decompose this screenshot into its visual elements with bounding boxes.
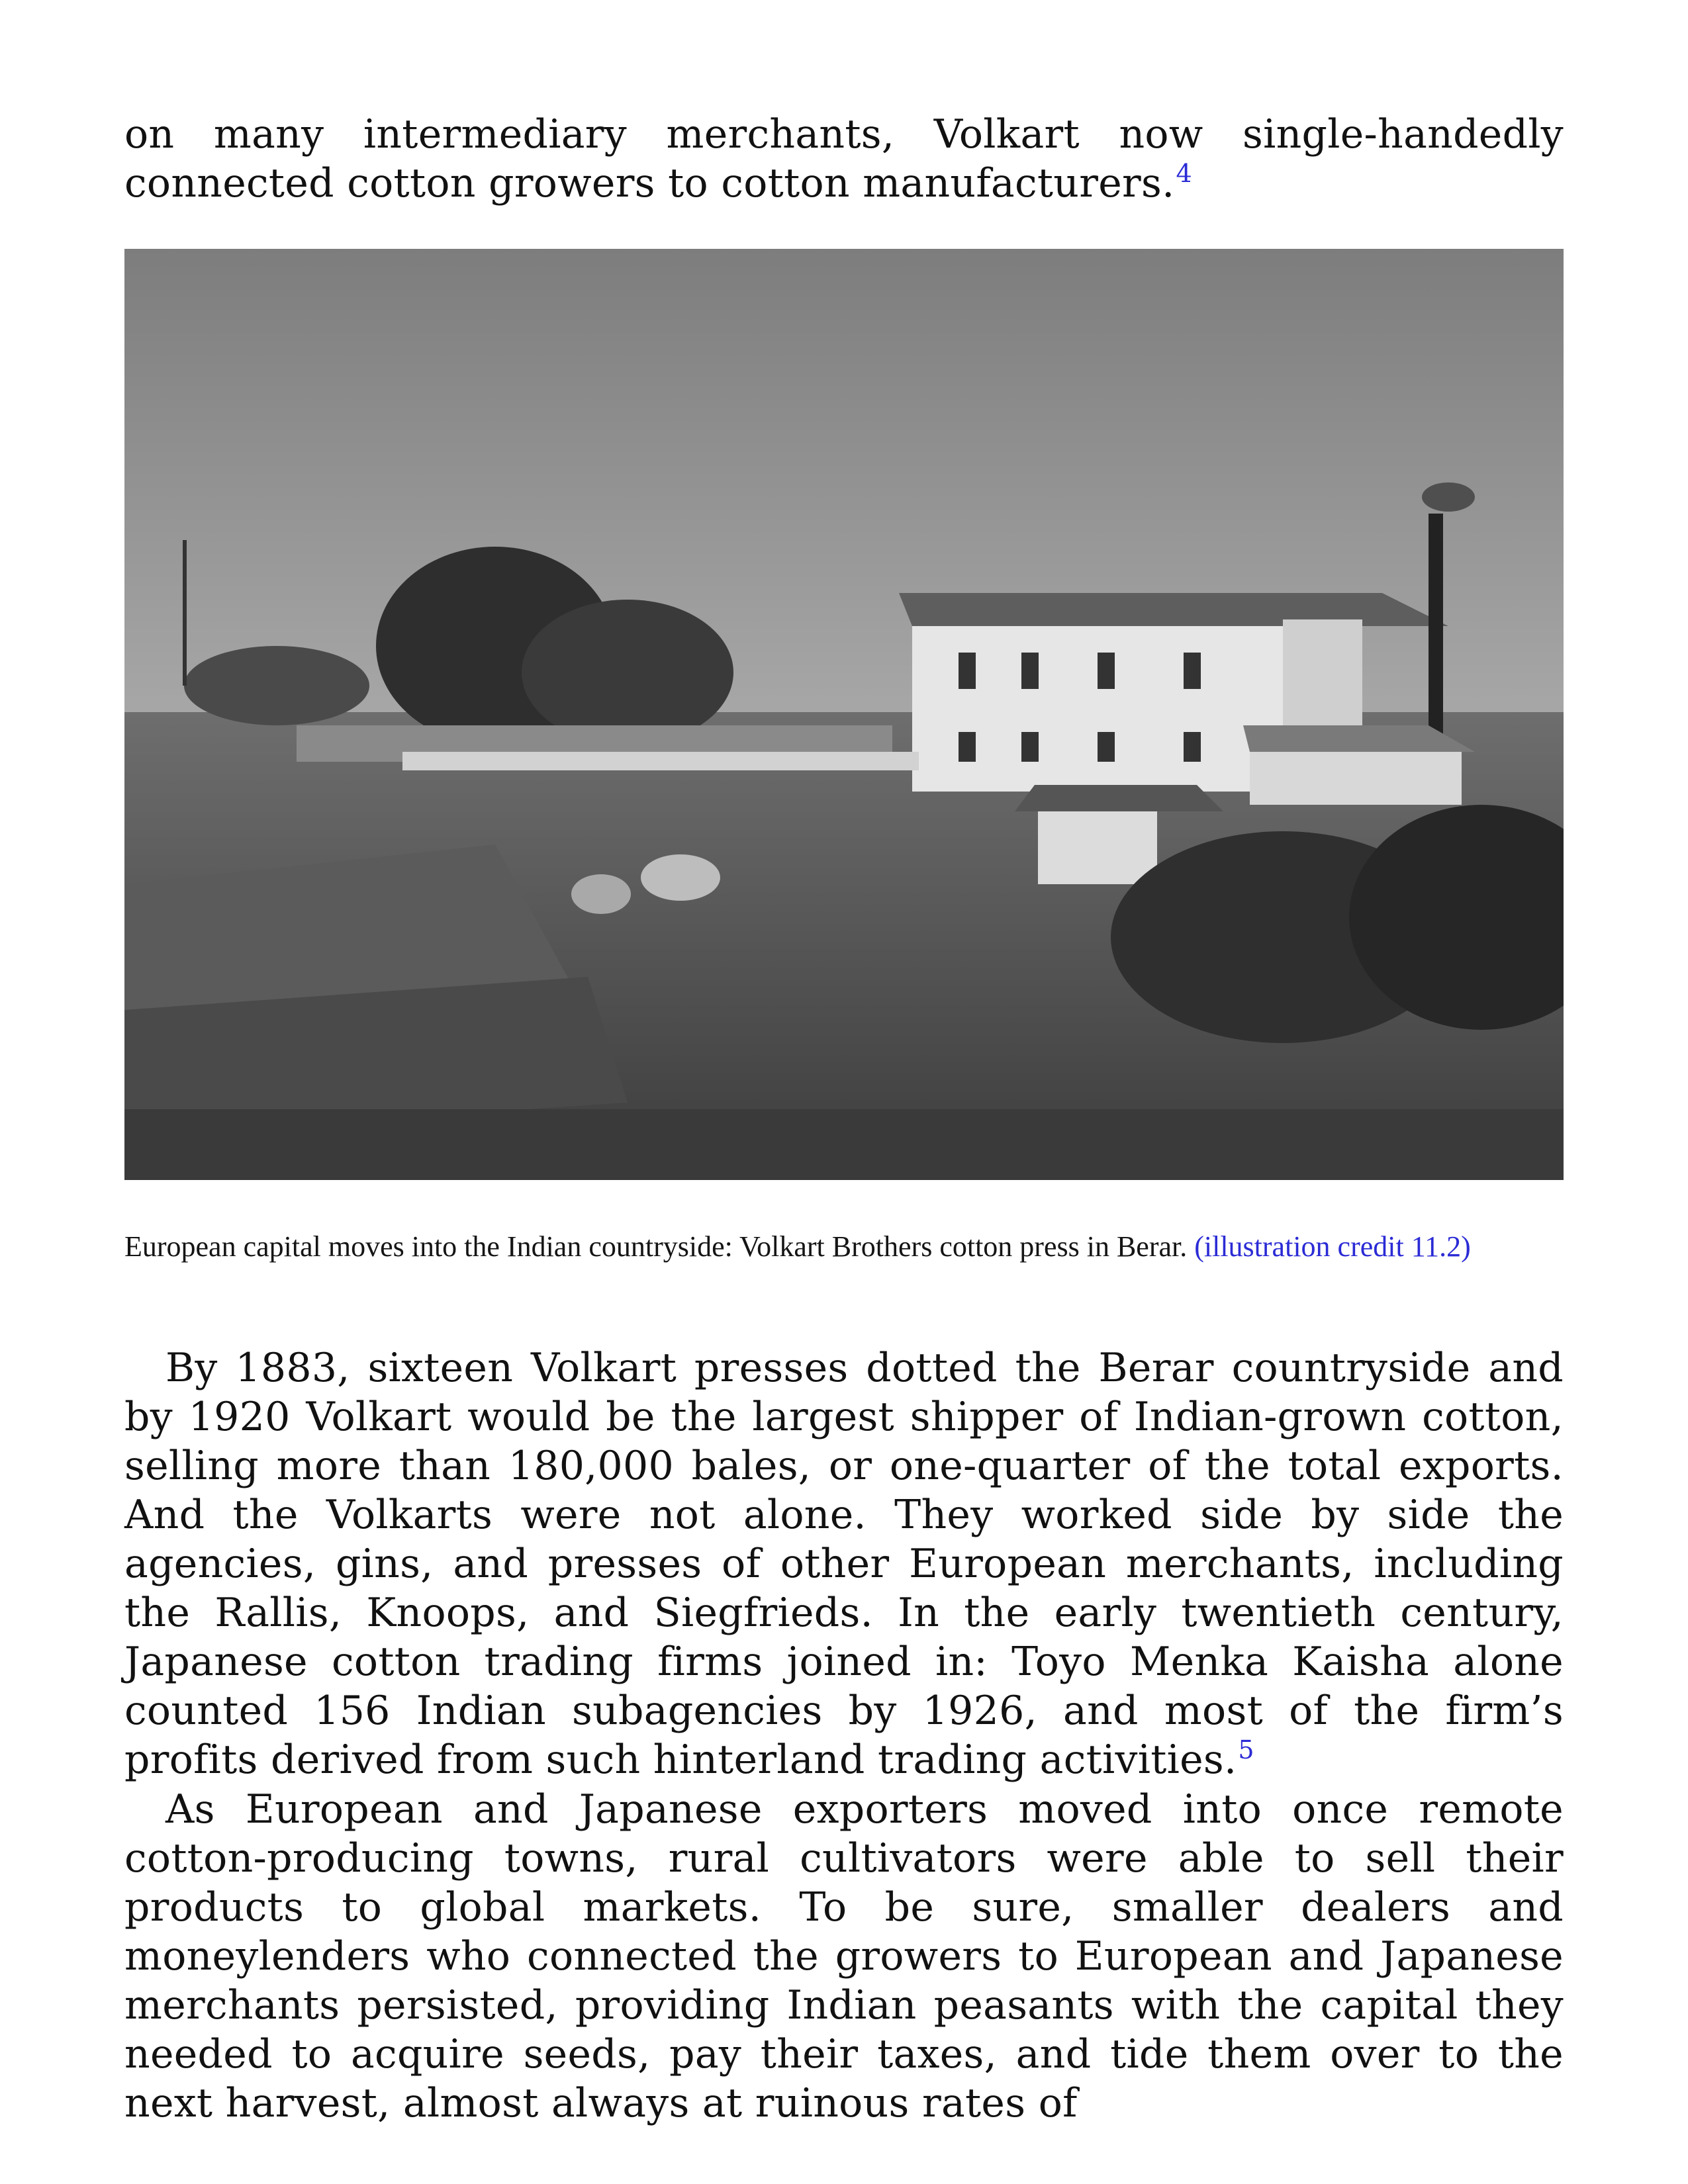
paragraph-text: By 1883, sixteen Volkart presses dotted the Berar countryside and by 1920 Volkart would be the largest shipper of Indian-grown cotton, selling more than 180,000 bales, or one-quarter of the total exports. And the Volkarts were not alone. They worked side by side the agencies, gins, and presses of other European merchants, including the Rallis, Knoops, and Siegfrieds. In the early twentieth century, Japanese cotton trading firms joined in: Toyo Menka Kaisha alone counted 156 Indian subagencies by 1926, and most of the firm’s profits derived from such hinterland trading activities. xyxy=(124,1345,1564,1783)
cotton-press-photograph xyxy=(124,249,1564,1180)
footnote-link-5[interactable]: 5 xyxy=(1238,1735,1254,1764)
caption-text: European capital moves into the Indian countryside: Volkart Brothers cotton press in Berar. xyxy=(124,1230,1188,1263)
paragraph-continuation xyxy=(124,110,1564,208)
paragraph-1 xyxy=(124,1343,1564,1784)
illustration-credit-link[interactable]: (illustration credit 11.2) xyxy=(1194,1230,1471,1263)
paragraph-text: on many intermediary merchants, Volkart now single-handedly connected cotton growers to cotton manufacturers. xyxy=(124,111,1564,206)
photo-illustration xyxy=(124,249,1564,1180)
paragraph-2 xyxy=(124,1785,1564,2128)
figure-caption xyxy=(124,1222,1564,1272)
footnote-link-4[interactable]: 4 xyxy=(1176,159,1192,188)
paragraph-text: As European and Japanese exporters moved into once remote cotton-producing towns, rural cultivators were able to sell their products to global markets. To be sure, smaller dealers and moneylenders who connected the growers to European and Japanese merchants persisted, providing Indian peasants with the capital they needed to acquire seeds, pay their taxes, and tide them over to the next harvest, almost always at ruinous rates of xyxy=(124,1786,1564,2126)
